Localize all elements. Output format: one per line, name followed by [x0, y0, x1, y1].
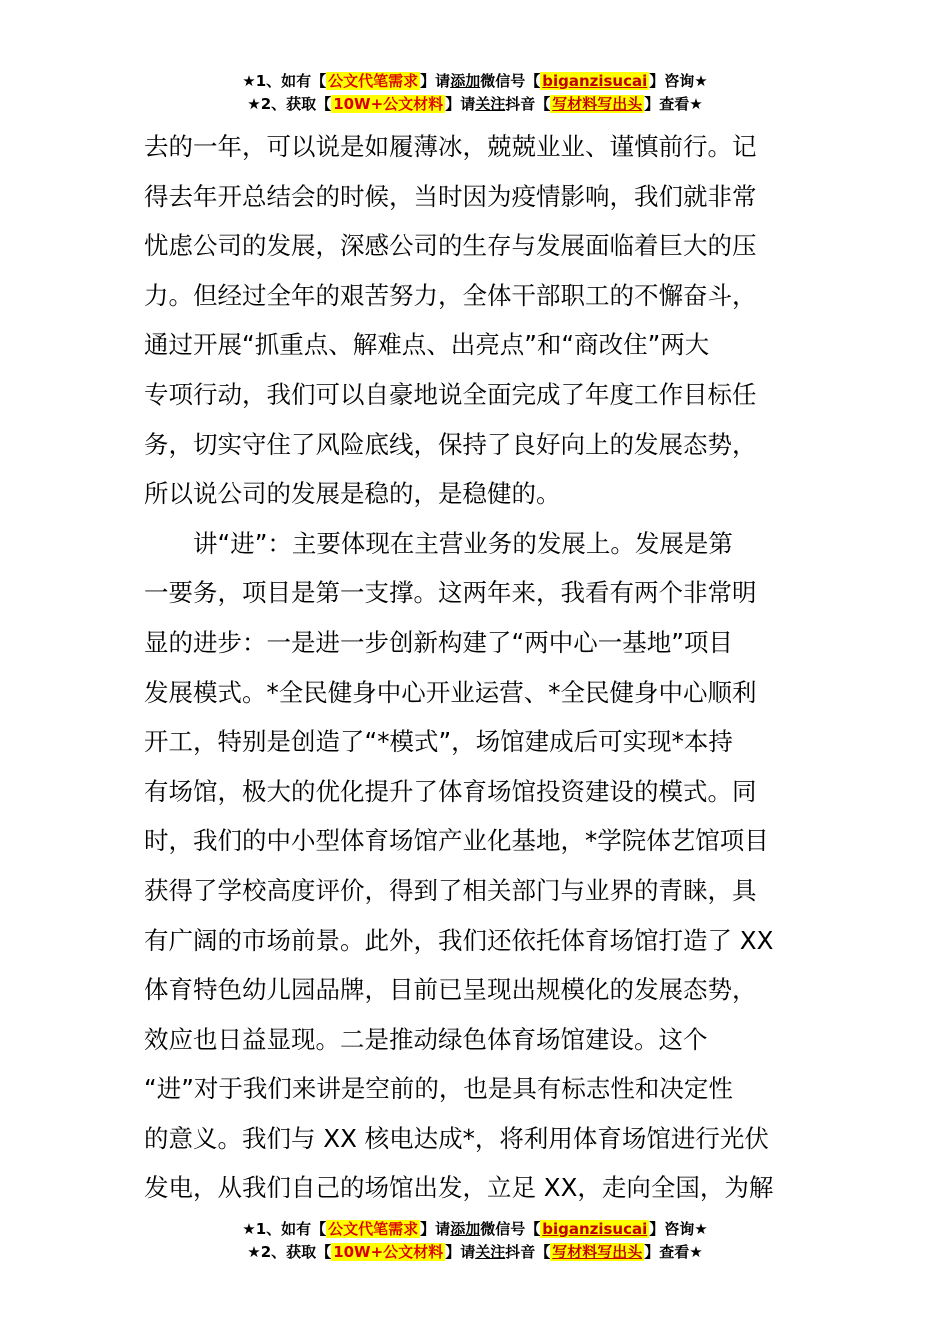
banner-text: 】请 — [420, 1220, 451, 1238]
banner-text: 微信号【 — [480, 72, 541, 90]
text-line: 通过开展“抓重点、解难点、出亮点”和“商改住”两大 — [144, 330, 710, 360]
paragraph-1 — [144, 122, 808, 519]
text-line: 获得了学校高度评价，得到了相关部门与业界的青睐，具 — [144, 875, 757, 905]
text-line: 效应也日益显现。二是推动绿色体育场馆建设。这个 — [144, 1024, 708, 1054]
banner-text: ★1、如有【 — [242, 72, 327, 90]
text-line: 时，我们的中小型体育场馆产业化基地，*学院体艺馆项目 — [144, 826, 769, 856]
text-line: 的意义。我们与 XX 核电达成*，将利用体育场馆进行光伏 — [144, 1123, 769, 1153]
text-line: “进”对于我们来讲是空前的，也是具有标志性和决定性 — [144, 1074, 733, 1104]
text-line: 一要务，项目是第一支撑。这两年来，我看有两个非常明 — [144, 578, 757, 608]
banner-text: 】咨询★ — [649, 1220, 708, 1238]
text-line: 得去年开总结会的时候，当时因为疫情影响，我们就非常 — [144, 181, 757, 211]
text-line: 体育特色幼儿园品牌，目前已呈现出规模化的发展态势， — [144, 975, 757, 1005]
document-body — [144, 122, 808, 1213]
banner-text: 抖音【 — [505, 1243, 551, 1261]
text-line: 显的进步：一是进一步创新构建了“两中心一基地”项目 — [144, 627, 733, 657]
text-line: 去的一年，可以说是如履薄冰，兢兢业业、谨慎前行。记 — [144, 132, 757, 161]
text-line: 有场馆，极大的优化提升了体育场馆投资建设的模式。同 — [144, 776, 757, 806]
text-line: 专项行动，我们可以自豪地说全面完成了年度工作目标任 — [144, 379, 757, 409]
header-banner — [0, 70, 950, 116]
highlight-materials: 10W+公文材料 — [333, 1243, 444, 1261]
banner-text: 】查看★ — [644, 1243, 703, 1261]
banner-line-2 — [0, 1241, 950, 1264]
text-line: 讲“进”：主要体现在主营业务的发展上。发展是第 — [193, 528, 733, 558]
banner-text-underlined: 添加 — [450, 72, 481, 90]
highlight-service: 公文代笔需求 — [328, 1220, 419, 1238]
banner-text-underlined: 添加 — [450, 1220, 481, 1238]
banner-text-underlined: 关注 — [475, 95, 506, 113]
banner-line-1 — [0, 1218, 950, 1241]
banner-text: 微信号【 — [480, 1220, 541, 1238]
highlight-materials: 10W+公文材料 — [333, 95, 444, 113]
banner-text: 抖音【 — [505, 95, 551, 113]
text-line: 有广阔的市场前景。此外，我们还依托体育场馆打造了 XX — [144, 925, 774, 955]
wechat-id-link[interactable]: biganzisucai — [542, 72, 648, 90]
paragraph-2 — [144, 519, 808, 1213]
banner-text-underlined: 关注 — [475, 1243, 506, 1261]
banner-text: 】请 — [445, 1243, 476, 1261]
text-line: 务，切实守住了风险底线，保持了良好向上的发展态势， — [144, 429, 757, 459]
banner-text: 】咨询★ — [649, 72, 708, 90]
text-line: 所以说公司的发展是稳的，是稳健的。 — [144, 479, 561, 509]
banner-line-2 — [0, 93, 950, 116]
footer-banner — [0, 1218, 950, 1264]
douyin-account-link[interactable]: 写材料写出头 — [552, 95, 643, 113]
banner-text: ★2、获取【 — [247, 95, 332, 113]
banner-text: ★2、获取【 — [247, 1243, 332, 1261]
text-line: 发展模式。*全民健身中心开业运营、*全民健身中心顺利 — [144, 677, 757, 707]
text-line: 开工，特别是创造了“*模式”，场馆建成后可实现*本持 — [144, 727, 733, 757]
douyin-account-link[interactable]: 写材料写出头 — [552, 1243, 643, 1261]
banner-text: 】请 — [445, 95, 476, 113]
banner-text: 】查看★ — [644, 95, 703, 113]
text-line: 力。但经过全年的艰苦努力，全体干部职工的不懈奋斗， — [144, 280, 757, 310]
banner-text: ★1、如有【 — [242, 1220, 327, 1238]
wechat-id-link[interactable]: biganzisucai — [542, 1220, 648, 1238]
banner-line-1 — [0, 70, 950, 93]
highlight-service: 公文代笔需求 — [328, 72, 419, 90]
text-line: 发电，从我们自己的场馆出发，立足 XX，走向全国，为解 — [144, 1173, 774, 1203]
text-line: 忧虑公司的发展，深感公司的生存与发展面临着巨大的压 — [144, 231, 757, 261]
banner-text: 】请 — [420, 72, 451, 90]
